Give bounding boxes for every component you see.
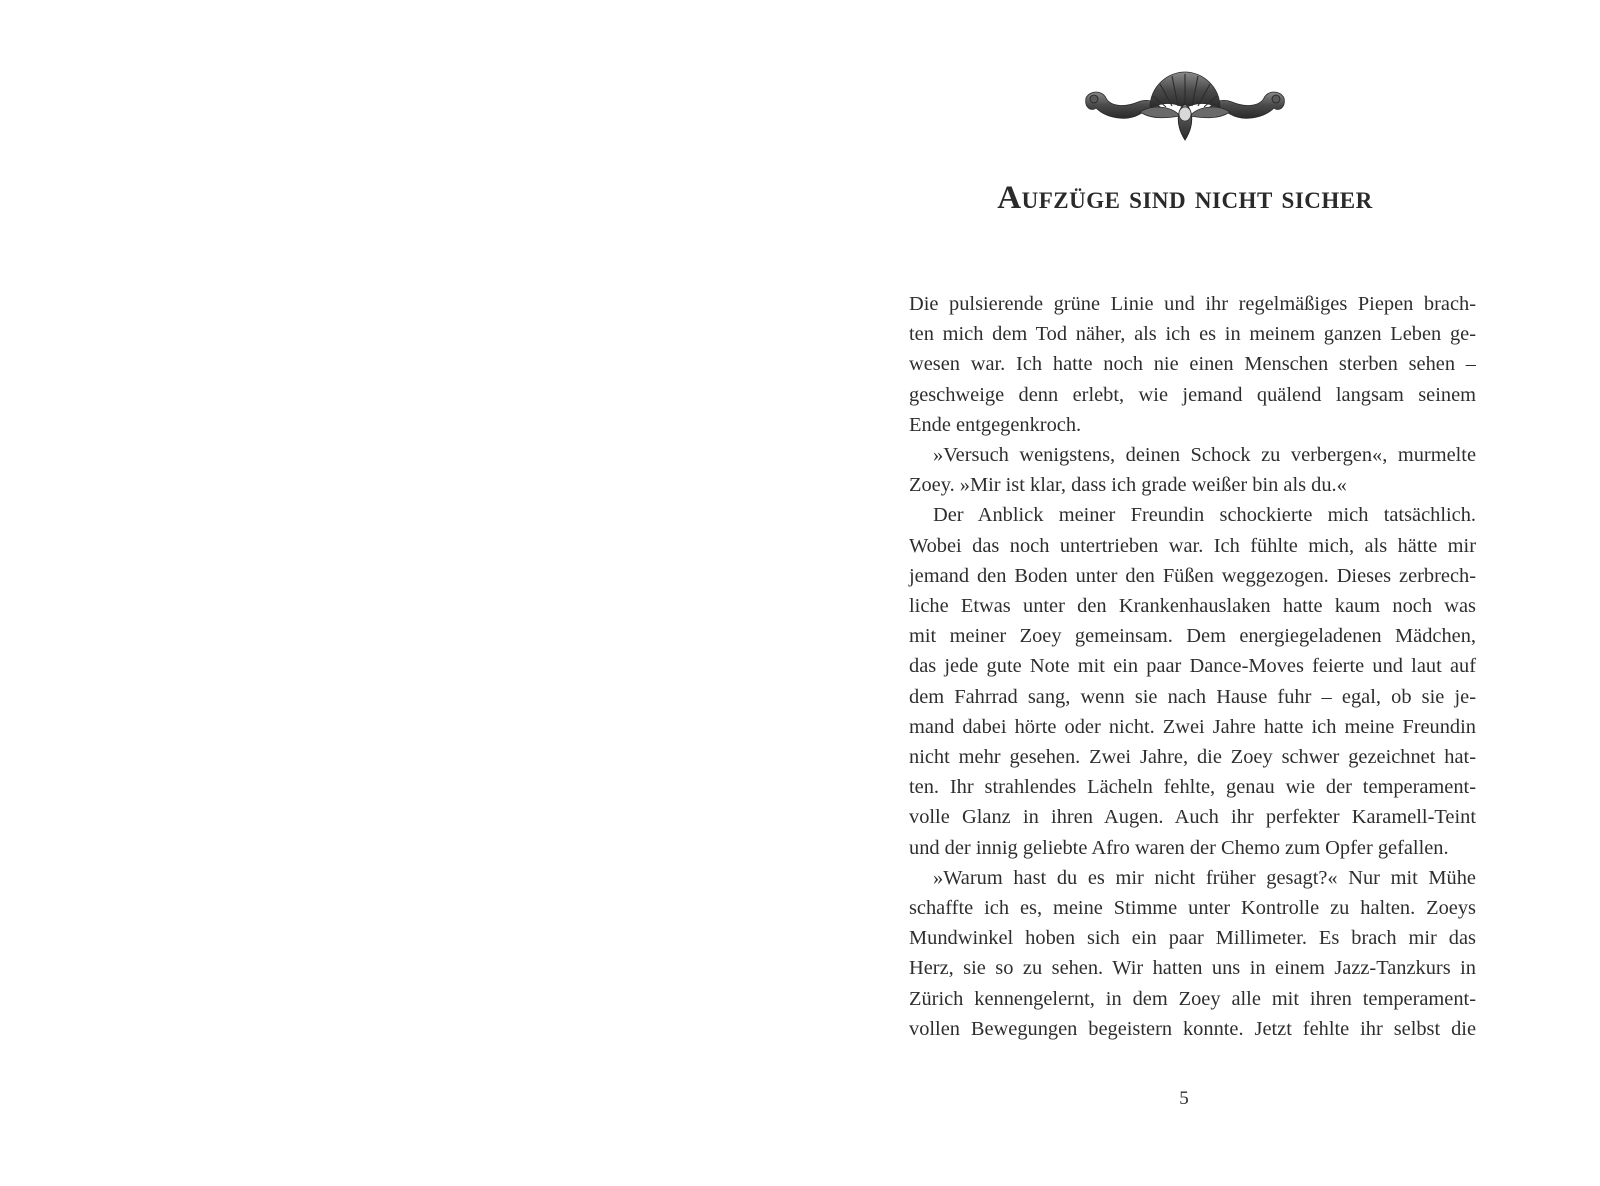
text-line: ten mich dem Tod näher, als ich es in meinem ganzen Leben ge-	[909, 323, 1476, 346]
text-line: schaffte ich es, meine Stimme unter Kontrolle zu halten. Zoeys	[909, 897, 1476, 920]
text-line: Die pulsierende grüne Linie und ihr regelmäßiges Piepen brach-	[909, 293, 1476, 315]
acanthus-shell-ornament-icon	[1080, 68, 1290, 144]
text-line: ten. Ihr strahlendes Lächeln fehlte, genau wie der temperament-	[909, 776, 1476, 799]
text-line: dem Fahrrad sang, wenn sie nach Hause fuhr – egal, ob sie je-	[909, 685, 1476, 708]
text-line: wesen war. Ich hatte noch nie einen Menschen sterben sehen –	[909, 353, 1476, 376]
text-line: Wobei das noch untertrieben war. Ich fühlte mich, als hätte mir	[909, 534, 1476, 557]
text-line: und der innig geliebte Afro waren der Chemo zum Opfer gefallen.	[909, 836, 1449, 859]
page-number: 5	[1179, 1088, 1189, 1109]
text-line: Zoey. »Mir ist klar, dass ich grade weißer bin als du.«	[909, 474, 1347, 497]
text-line: mit meiner Zoey gemeinsam. Dem energiegeladenen Mädchen,	[909, 625, 1476, 648]
text-line: volle Glanz in ihren Augen. Auch ihr perfekter Karamell-Teint	[909, 806, 1476, 829]
text-line: Zürich kennengelernt, in dem Zoey alle mit ihren temperament-	[909, 987, 1476, 1010]
text-line: Mundwinkel hoben sich ein paar Millimeter. Es brach mir das	[909, 927, 1476, 950]
text-line: »Warum hast du es mir nicht früher gesagt?« Nur mit Mühe	[933, 866, 1476, 889]
text-line: »Versuch wenigstens, deinen Schock zu verbergen«, murmelte	[933, 444, 1476, 467]
text-line: das jede gute Note mit ein paar Dance-Moves feierte und laut auf	[909, 655, 1476, 678]
text-line: liche Etwas unter den Krankenhauslaken hatte kaum noch was	[909, 595, 1476, 618]
text-line: jemand den Boden unter den Füßen weggezogen. Dieses zerbrech-	[909, 564, 1476, 587]
right-page	[800, 0, 1600, 1186]
text-line: vollen Bewegungen begeistern konnte. Jetzt fehlte ihr selbst die	[909, 1017, 1476, 1040]
text-line: Der Anblick meiner Freundin schockierte mich tatsächlich.	[933, 504, 1476, 527]
text-line: nicht mehr gesehen. Zwei Jahre, die Zoey schwer gezeichnet hat-	[909, 746, 1476, 769]
text-line: Ende entgegenkroch.	[909, 413, 1082, 436]
text-line: mand dabei hörte oder nicht. Zwei Jahre hatte ich meine Freundin	[909, 715, 1476, 738]
text-line: Herz, sie so zu sehen. Wir hatten uns in einem Jazz-Tanzkurs in	[909, 957, 1476, 980]
text-line: geschweige denn erlebt, wie jemand quälend langsam seinem	[909, 383, 1476, 406]
chapter-title: Aufzüge sind nicht sicher	[997, 180, 1373, 216]
body-text	[909, 289, 1476, 1044]
